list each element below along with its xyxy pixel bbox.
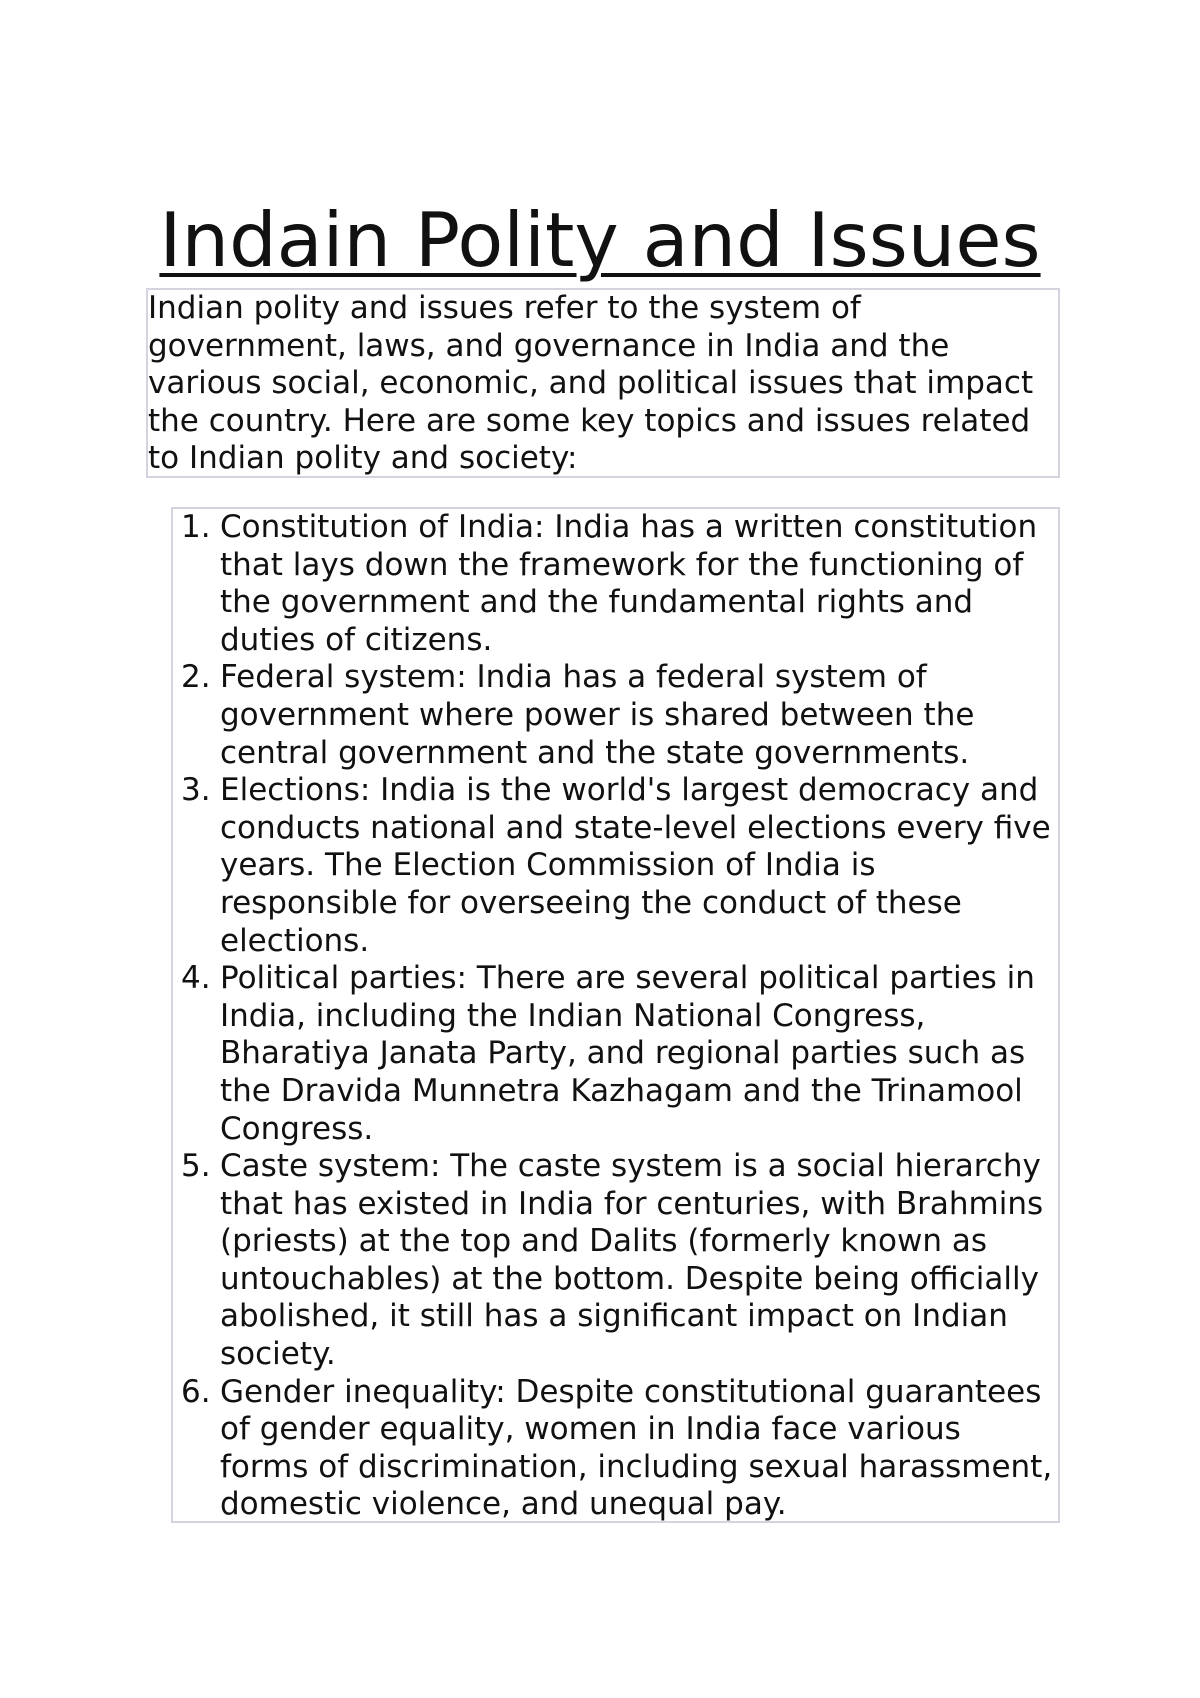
list-item-number: 3. — [181, 772, 211, 809]
list-item-text: Constitution of India: India has a written constitution that lays down the framework for the functioning of the government and the fundamental rights and duties of citizens. — [220, 509, 1038, 658]
topics-list — [171, 507, 1060, 1523]
page-title — [0, 196, 1200, 284]
page-title-text: Indain Polity and Issues — [159, 196, 1041, 284]
list-item-number: 4. — [181, 960, 211, 997]
list-item-text: Caste system: The caste system is a social hierarchy that has existed in India for centuries, with Brahmins (priests) at the top and Dalits (formerly known as untouchables) at the bottom. Despite being officially abolished, it still has a significant impact on Indian society. — [220, 1148, 1044, 1373]
list-item — [173, 659, 1058, 772]
list-item-number: 2. — [181, 659, 211, 696]
list-item — [173, 1148, 1058, 1374]
list-item — [173, 960, 1058, 1148]
list-item-text: Political parties: There are several political parties in India, including the Indian National Congress, Bharatiya Janata Party, and regional parties such as the Dravida Munnetra Kazhagam and the Trinamool Congress. — [220, 960, 1035, 1147]
intro-paragraph: Indian polity and issues refer to the system of government, laws, and governance in India and the various social, economic, and political issues that impact the country. Here are some key topics and issues related to Indian polity and society: — [146, 288, 1060, 478]
list-item — [173, 509, 1058, 659]
list-item — [173, 1374, 1058, 1524]
list-item-number: 1. — [181, 509, 211, 545]
list-item — [173, 772, 1058, 960]
list-item-number: 5. — [181, 1148, 211, 1185]
list-item-text: Gender inequality: Despite constitutional guarantees of gender equality, women in India face various forms of discrimination, including sexual harassment, domestic violence, and unequal pay. — [220, 1373, 1053, 1523]
list-item-number: 6. — [181, 1373, 211, 1410]
list-item-text: Federal system: India has a federal system of government where power is shared between the central government and the state governments. — [220, 659, 975, 771]
list-item-text: Elections: India is the world's largest democracy and conducts national and state-level elections every five years. The Election Commission of India is responsible for overseeing the conduct of these elections. — [220, 772, 1051, 959]
